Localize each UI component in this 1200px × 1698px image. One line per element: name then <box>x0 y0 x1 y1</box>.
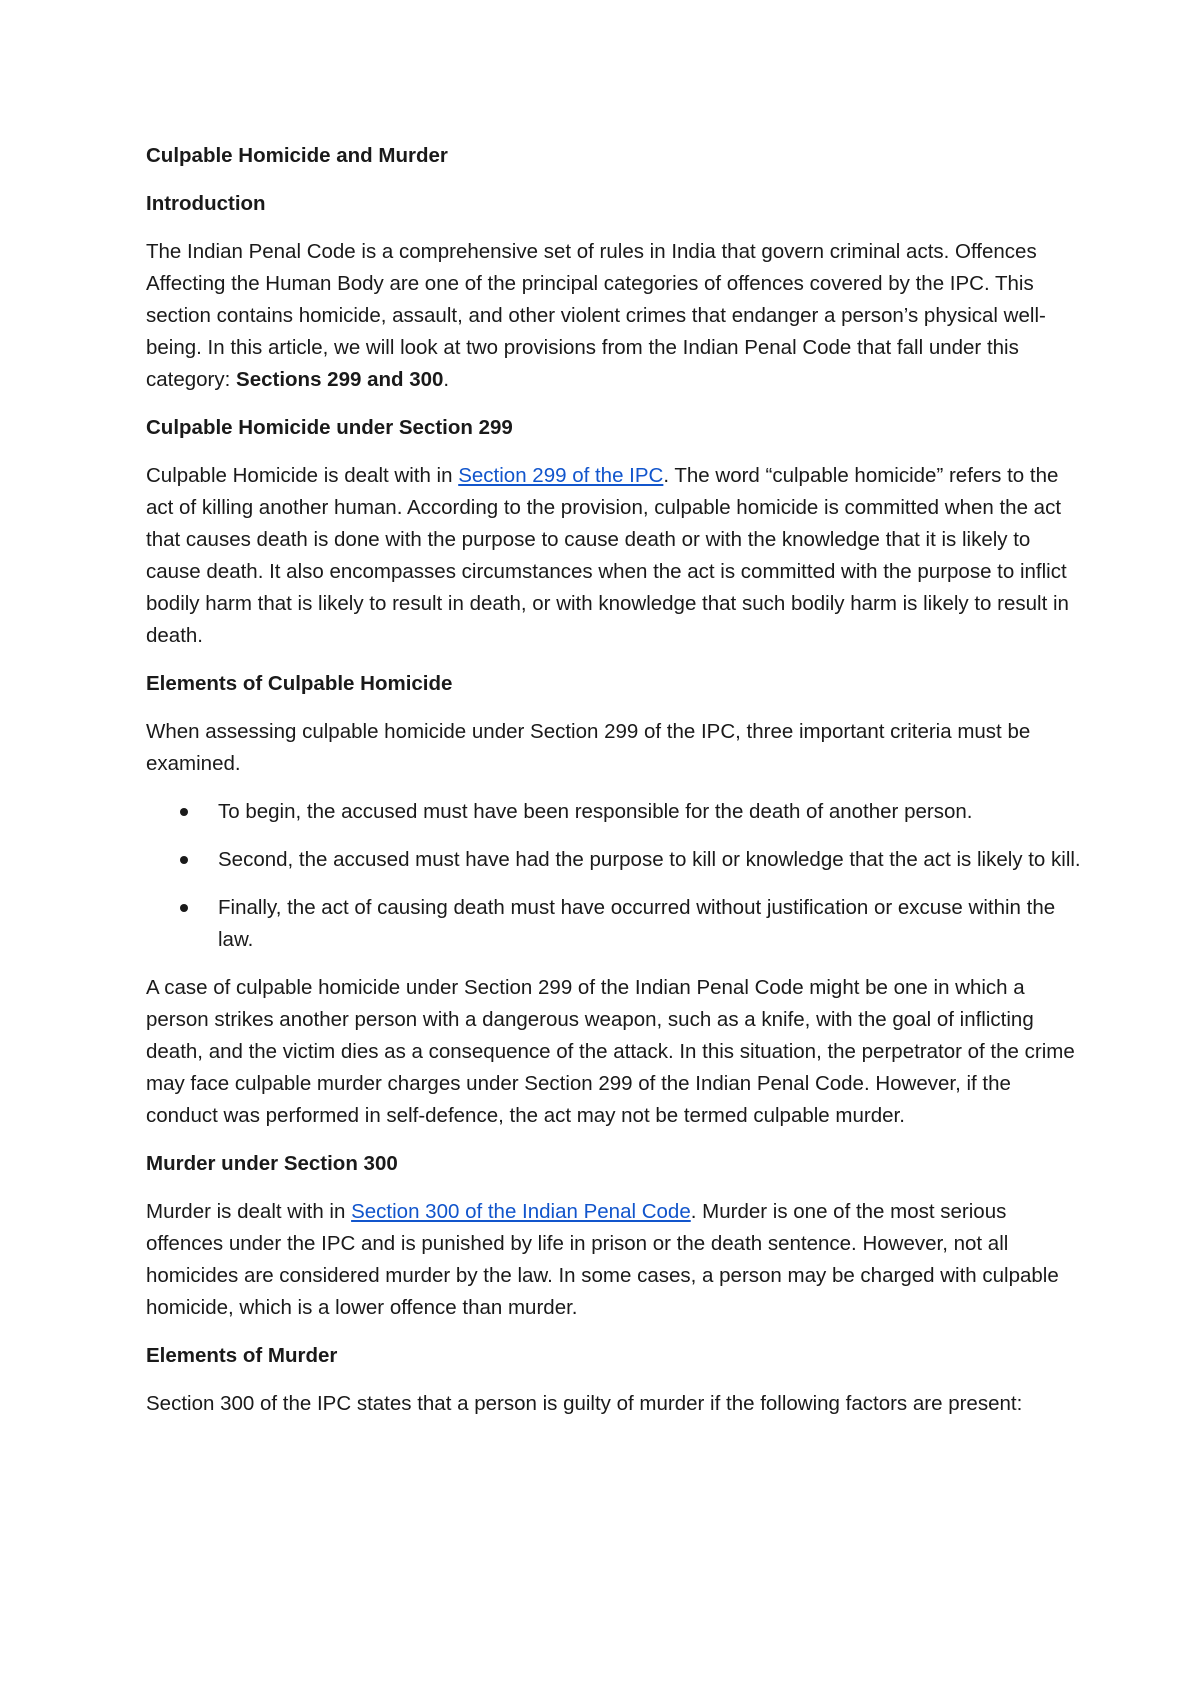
document-page <box>146 140 1086 1436</box>
bullet-icon <box>180 856 188 864</box>
introduction-end: . <box>443 368 450 391</box>
list-item <box>146 844 1086 876</box>
example-paragraph: A case of culpable homicide under Section 299 of the Indian Penal Code might be one in which a person strikes another person with a dangerous weapon, such as a knife, with the goal of inflicting death, and the victim dies as a consequence of the attack. In this situation, the perpetrator of the crime may face culpable murder charges under Section 299 of the Indian Penal Code. However, if the conduct was performed in self-defence, the act may not be termed culpable murder. <box>146 976 1075 1127</box>
bullet-icon <box>180 808 188 816</box>
list-item-text: Finally, the act of causing death must have occurred without justification or excuse within the law. <box>218 896 1056 951</box>
section-300-heading: Murder under Section 300 <box>146 1152 398 1175</box>
document-title: Culpable Homicide and Murder <box>146 144 448 167</box>
murder-elements-intro-paragraph: Section 300 of the IPC states that a person is guilty of murder if the following factors are present: <box>146 1392 1023 1415</box>
elements-intro-paragraph: When assessing culpable homicide under Section 299 of the IPC, three important criteria must be examined. <box>146 720 1031 775</box>
section-300-link[interactable]: Section 300 of the Indian Penal Code <box>351 1200 691 1223</box>
introduction-paragraph <box>146 236 1086 396</box>
section-299-text-after: . The word “culpable homicide” refers to the act of killing another human. According to the provision, culpable homicide is committed when the act that causes death is done with the purpose to cause death or with the knowledge that it is likely to cause death. It also encompasses circumstances when the act is committed with the purpose to inflict bodily harm that is likely to result in death, or with knowledge that such bodily harm is likely to result in death. <box>146 464 1069 647</box>
section-300-paragraph <box>146 1196 1086 1324</box>
list-item-text: Second, the accused must have had the purpose to kill or knowledge that the act is likely to kill. <box>218 848 1081 871</box>
elements-murder-heading: Elements of Murder <box>146 1344 338 1367</box>
list-item-text: To begin, the accused must have been responsible for the death of another person. <box>218 800 973 823</box>
section-299-text-before: Culpable Homicide is dealt with in <box>146 464 459 487</box>
introduction-bold-sections: Sections 299 and 300 <box>236 368 444 391</box>
introduction-text: The Indian Penal Code is a comprehensive set of rules in India that govern criminal acts. Offences Affecting the Human Body are one of the principal categories of offences covered by the IPC. This section contains homicide, assault, and other violent crimes that endanger a person’s physical well-being. In this article, we will look at two provisions from the Indian Penal Code that fall under this category: <box>146 240 1046 391</box>
list-item <box>146 892 1086 956</box>
section-300-text-after: . Murder is one of the most serious offences under the IPC and is punished by life in prison or the death sentence. However, not all homicides are considered murder by the law. In some cases, a person may be charged with culpable homicide, which is a lower offence than murder. <box>146 1200 1059 1319</box>
bullet-icon <box>180 904 188 912</box>
section-299-heading: Culpable Homicide under Section 299 <box>146 416 513 439</box>
elements-list <box>146 796 1086 956</box>
elements-culpable-homicide-heading: Elements of Culpable Homicide <box>146 672 453 695</box>
list-item <box>146 796 1086 828</box>
section-299-link[interactable]: Section 299 of the IPC <box>458 464 664 487</box>
introduction-heading: Introduction <box>146 192 266 215</box>
section-300-text-before: Murder is dealt with in <box>146 1200 352 1223</box>
section-299-paragraph <box>146 460 1086 652</box>
